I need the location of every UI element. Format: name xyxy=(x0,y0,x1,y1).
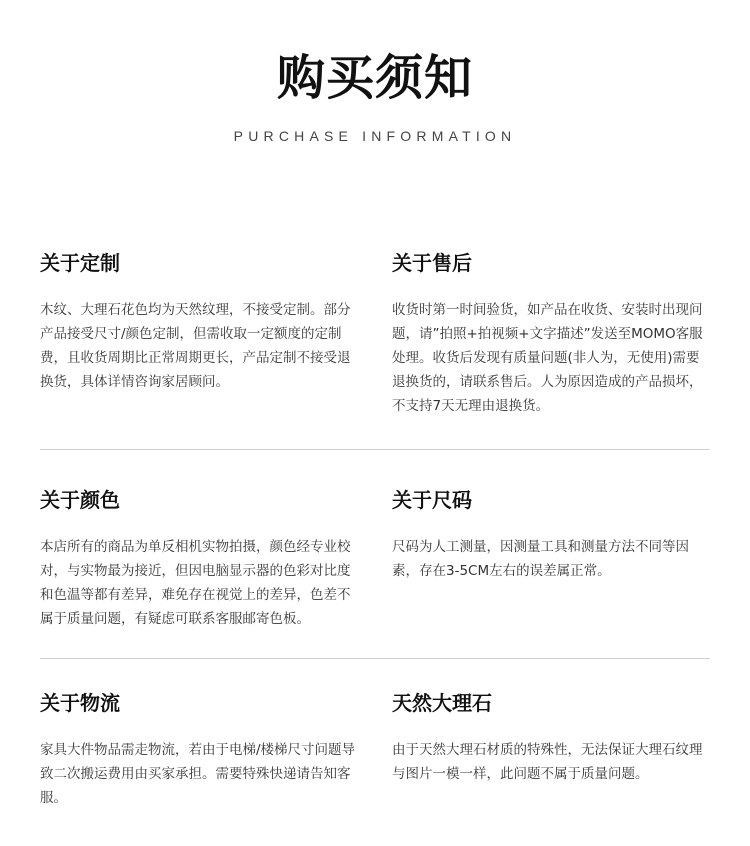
section-color xyxy=(40,487,360,631)
section-body: 家具大件物品需走物流，若由于电梯/楼梯尺寸问题导致二次搬运费用由买家承担。需要特殊快递请告知客服。 xyxy=(40,742,356,806)
section-after-sales xyxy=(392,250,710,418)
section-logistics xyxy=(40,690,360,810)
section-body: 收货时第一时间验货，如产品在收货、安装时出现问题，请”拍照+拍视频+文字描述”发送至MOMO客服处理。收货后发现有质量问题(非人为，无使用)需要退换货的，请联系售后。人为原因造成的产品损坏，不支持7天无理由退换货。 xyxy=(392,302,703,414)
section-customization xyxy=(40,250,360,394)
section-heading: 天然大理石 xyxy=(392,691,492,715)
section-heading: 关于颜色 xyxy=(40,488,120,512)
section-divider xyxy=(40,449,710,450)
page-title: 购买须知 xyxy=(276,50,473,106)
page-subtitle: PURCHASE INFORMATION xyxy=(233,128,517,144)
section-body: 木纹、大理石花色均为天然纹理，不接受定制。部分产品接受尺寸/颜色定制，但需收取一定额度的定制费，且收货周期比正常周期更长，产品定制不接受退换货，具体详情咨询家居顾问。 xyxy=(40,302,351,390)
section-heading: 关于物流 xyxy=(40,691,120,715)
section-divider xyxy=(40,658,710,659)
section-body: 由于天然大理石材质的特殊性，无法保证大理石纹理与图片一模一样，此问题不属于质量问题。 xyxy=(392,742,703,782)
section-body: 尺码为人工测量，因测量工具和测量方法不同等因素，存在3-5CM左右的误差属正常。 xyxy=(392,539,689,579)
section-heading: 关于尺码 xyxy=(392,488,472,512)
section-size xyxy=(392,487,710,583)
section-body: 本店所有的商品为单反相机实物拍摄，颜色经专业校对，与实物最为接近，但因电脑显示器的色彩对比度和色温等都有差异，难免存在视觉上的差异，色差不属于质量问题，有疑虑可联系客服邮寄色板。 xyxy=(40,539,351,627)
section-natural-marble xyxy=(392,690,710,786)
section-heading: 关于售后 xyxy=(392,251,472,275)
section-heading: 关于定制 xyxy=(40,251,120,275)
